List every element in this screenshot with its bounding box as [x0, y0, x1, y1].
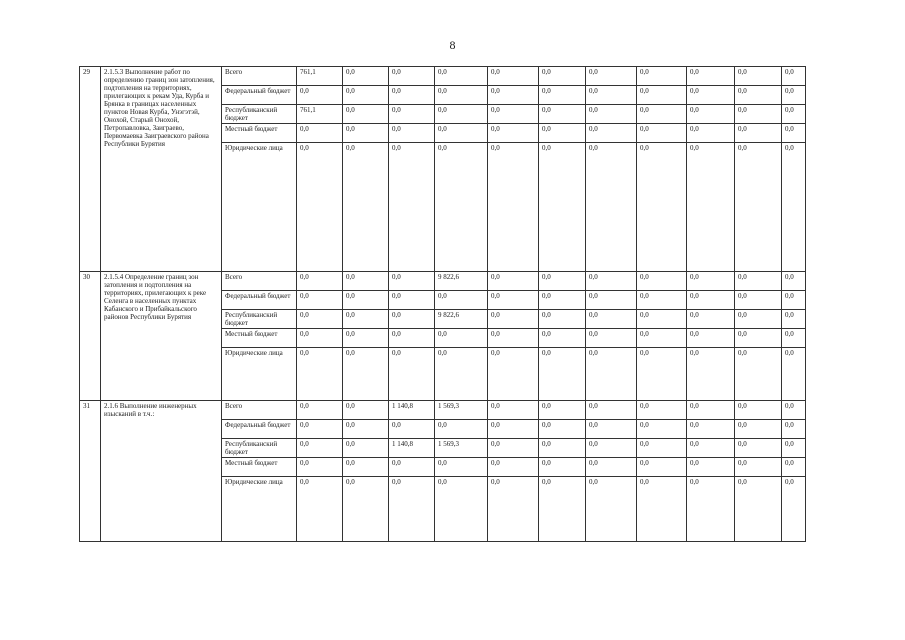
funding-source: Местный бюджет: [222, 124, 297, 143]
amount-cell: 0,0: [539, 124, 586, 143]
amount-cell: 0,0: [389, 143, 435, 272]
amount-cell: 0,0: [297, 310, 343, 329]
amount-cell: 0,0: [343, 105, 389, 124]
amount-cell: 0,0: [782, 67, 806, 86]
amount-cell: 0,0: [637, 420, 687, 439]
amount-cell: 1 569,3: [435, 401, 488, 420]
amount-cell: 0,0: [297, 329, 343, 348]
amount-cell: 0,0: [343, 348, 389, 401]
amount-cell: 0,0: [488, 420, 539, 439]
amount-cell: 0,0: [735, 401, 782, 420]
amount-cell: 0,0: [586, 329, 637, 348]
amount-cell: 0,0: [735, 86, 782, 105]
amount-cell: 0,0: [435, 348, 488, 401]
amount-cell: 0,0: [488, 291, 539, 310]
amount-cell: 0,0: [389, 272, 435, 291]
amount-cell: 0,0: [389, 477, 435, 542]
amount-cell: 0,0: [637, 439, 687, 458]
funding-source: Всего: [222, 401, 297, 420]
amount-cell: 0,0: [637, 105, 687, 124]
amount-cell: 9 822,6: [435, 272, 488, 291]
amount-cell: 0,0: [687, 401, 735, 420]
row-number: 29: [80, 67, 101, 272]
amount-cell: 0,0: [389, 420, 435, 439]
amount-cell: 0,0: [539, 458, 586, 477]
amount-cell: 0,0: [735, 291, 782, 310]
amount-cell: 0,0: [539, 272, 586, 291]
amount-cell: 0,0: [782, 143, 806, 272]
amount-cell: 0,0: [687, 86, 735, 105]
amount-cell: 0,0: [488, 105, 539, 124]
amount-cell: 0,0: [435, 124, 488, 143]
amount-cell: 0,0: [735, 329, 782, 348]
amount-cell: 0,0: [735, 310, 782, 329]
amount-cell: 0,0: [297, 458, 343, 477]
amount-cell: 0,0: [637, 86, 687, 105]
amount-cell: 0,0: [488, 477, 539, 542]
funding-source: Юридические лица: [222, 143, 297, 272]
amount-cell: 0,0: [389, 67, 435, 86]
amount-cell: 0,0: [343, 310, 389, 329]
amount-cell: 0,0: [735, 124, 782, 143]
budget-table: [79, 66, 806, 542]
amount-cell: 0,0: [586, 124, 637, 143]
amount-cell: 0,0: [297, 439, 343, 458]
amount-cell: 0,0: [687, 67, 735, 86]
amount-cell: 0,0: [687, 329, 735, 348]
amount-cell: 0,0: [343, 124, 389, 143]
amount-cell: 0,0: [687, 105, 735, 124]
funding-source: Юридические лица: [222, 477, 297, 542]
amount-cell: 0,0: [782, 348, 806, 401]
funding-source: Республиканский бюджет: [222, 105, 297, 124]
amount-cell: 0,0: [343, 458, 389, 477]
amount-cell: 0,0: [782, 458, 806, 477]
amount-cell: 0,0: [488, 348, 539, 401]
amount-cell: 0,0: [637, 477, 687, 542]
amount-cell: 0,0: [782, 124, 806, 143]
amount-cell: 0,0: [637, 291, 687, 310]
amount-cell: 0,0: [435, 143, 488, 272]
amount-cell: 0,0: [297, 291, 343, 310]
amount-cell: 0,0: [297, 124, 343, 143]
funding-source: Юридические лица: [222, 348, 297, 401]
amount-cell: 9 822,6: [435, 310, 488, 329]
amount-cell: 0,0: [687, 439, 735, 458]
funding-source: Республиканский бюджет: [222, 310, 297, 329]
amount-cell: 0,0: [687, 348, 735, 401]
amount-cell: 0,0: [297, 348, 343, 401]
amount-cell: 0,0: [343, 143, 389, 272]
activity-title: 2.1.5.3 Выполнение работ по определению границ зон затопления, подтопления на территориях, прилегающих к рекам Уда, Курба и Брянка в границах населенных пунктов Новая Курба, Унэгэтэй, Онохой, Старый Онохой, Петропавловка, Заиграево, Первомаевка Заиграевского района Республики Бурятия: [101, 67, 222, 272]
amount-cell: 0,0: [297, 86, 343, 105]
table-row: [80, 272, 806, 291]
amount-cell: 0,0: [687, 310, 735, 329]
amount-cell: 0,0: [539, 310, 586, 329]
amount-cell: 0,0: [389, 291, 435, 310]
amount-cell: 0,0: [782, 105, 806, 124]
amount-cell: 1 140,8: [389, 439, 435, 458]
amount-cell: 1 140,8: [389, 401, 435, 420]
amount-cell: 0,0: [539, 420, 586, 439]
amount-cell: 0,0: [435, 86, 488, 105]
amount-cell: 0,0: [389, 105, 435, 124]
amount-cell: 0,0: [586, 310, 637, 329]
amount-cell: 0,0: [297, 272, 343, 291]
amount-cell: 0,0: [297, 477, 343, 542]
table-row: [80, 401, 806, 420]
amount-cell: 0,0: [435, 67, 488, 86]
funding-source: Местный бюджет: [222, 329, 297, 348]
amount-cell: 0,0: [782, 420, 806, 439]
amount-cell: 0,0: [539, 86, 586, 105]
amount-cell: 0,0: [488, 67, 539, 86]
amount-cell: 0,0: [735, 143, 782, 272]
amount-cell: 0,0: [389, 124, 435, 143]
amount-cell: 0,0: [539, 105, 586, 124]
amount-cell: 0,0: [782, 439, 806, 458]
amount-cell: 0,0: [539, 401, 586, 420]
table-row: [80, 67, 806, 86]
amount-cell: 0,0: [637, 310, 687, 329]
amount-cell: 0,0: [586, 272, 637, 291]
amount-cell: 0,0: [343, 67, 389, 86]
amount-cell: 0,0: [539, 348, 586, 401]
amount-cell: 0,0: [586, 291, 637, 310]
amount-cell: 0,0: [586, 67, 637, 86]
amount-cell: 0,0: [539, 291, 586, 310]
amount-cell: 0,0: [488, 86, 539, 105]
amount-cell: 0,0: [687, 420, 735, 439]
amount-cell: 0,0: [297, 420, 343, 439]
funding-source: Федеральный бюджет: [222, 86, 297, 105]
amount-cell: 0,0: [637, 272, 687, 291]
funding-source: Всего: [222, 67, 297, 86]
amount-cell: 0,0: [782, 329, 806, 348]
amount-cell: 0,0: [586, 105, 637, 124]
amount-cell: 0,0: [735, 420, 782, 439]
row-number: 31: [80, 401, 101, 542]
funding-source: Федеральный бюджет: [222, 420, 297, 439]
amount-cell: 0,0: [687, 477, 735, 542]
amount-cell: 0,0: [389, 348, 435, 401]
amount-cell: 0,0: [637, 67, 687, 86]
activity-title: 2.1.5.4 Определение границ зон затопления и подтопления на территориях, прилегающих к реке Селенга в населенных пунктах Кабанского и Прибайкальского районов Республики Бурятия: [101, 272, 222, 401]
page-number: 8: [449, 38, 456, 52]
amount-cell: 0,0: [488, 272, 539, 291]
amount-cell: 0,0: [488, 310, 539, 329]
amount-cell: 0,0: [586, 458, 637, 477]
amount-cell: 0,0: [735, 477, 782, 542]
amount-cell: 0,0: [637, 329, 687, 348]
amount-cell: 0,0: [637, 458, 687, 477]
amount-cell: 0,0: [343, 291, 389, 310]
amount-cell: 0,0: [488, 143, 539, 272]
funding-source: Федеральный бюджет: [222, 291, 297, 310]
amount-cell: 0,0: [488, 124, 539, 143]
amount-cell: 0,0: [735, 458, 782, 477]
amount-cell: 0,0: [782, 86, 806, 105]
amount-cell: 0,0: [343, 401, 389, 420]
amount-cell: 0,0: [782, 291, 806, 310]
amount-cell: 0,0: [586, 348, 637, 401]
amount-cell: 0,0: [637, 143, 687, 272]
funding-source: Местный бюджет: [222, 458, 297, 477]
amount-cell: 0,0: [637, 124, 687, 143]
amount-cell: 0,0: [488, 329, 539, 348]
amount-cell: 0,0: [389, 329, 435, 348]
amount-cell: 0,0: [343, 329, 389, 348]
amount-cell: 0,0: [687, 124, 735, 143]
amount-cell: 0,0: [435, 420, 488, 439]
amount-cell: 0,0: [435, 291, 488, 310]
amount-cell: 0,0: [735, 348, 782, 401]
amount-cell: 0,0: [343, 439, 389, 458]
amount-cell: 0,0: [343, 272, 389, 291]
amount-cell: 0,0: [343, 420, 389, 439]
amount-cell: 0,0: [435, 105, 488, 124]
amount-cell: 0,0: [735, 439, 782, 458]
amount-cell: 0,0: [687, 291, 735, 310]
amount-cell: 0,0: [389, 458, 435, 477]
amount-cell: 0,0: [488, 439, 539, 458]
amount-cell: 0,0: [687, 143, 735, 272]
amount-cell: 0,0: [435, 477, 488, 542]
amount-cell: 0,0: [539, 477, 586, 542]
amount-cell: 0,0: [735, 105, 782, 124]
amount-cell: 0,0: [782, 401, 806, 420]
amount-cell: 0,0: [539, 143, 586, 272]
amount-cell: 0,0: [488, 458, 539, 477]
amount-cell: 0,0: [389, 86, 435, 105]
amount-cell: 0,0: [735, 67, 782, 86]
amount-cell: 0,0: [539, 439, 586, 458]
amount-cell: 0,0: [435, 458, 488, 477]
amount-cell: 0,0: [782, 477, 806, 542]
amount-cell: 0,0: [343, 86, 389, 105]
amount-cell: 0,0: [586, 401, 637, 420]
amount-cell: 0,0: [343, 477, 389, 542]
amount-cell: 0,0: [539, 67, 586, 86]
amount-cell: 0,0: [297, 143, 343, 272]
amount-cell: 0,0: [637, 401, 687, 420]
amount-cell: 0,0: [389, 310, 435, 329]
activity-title: 2.1.6 Выполнение инженерных изысканий в т.ч.:: [101, 401, 222, 542]
amount-cell: 0,0: [586, 477, 637, 542]
amount-cell: 0,0: [782, 310, 806, 329]
funding-source: Республиканский бюджет: [222, 439, 297, 458]
amount-cell: 0,0: [687, 272, 735, 291]
amount-cell: 0,0: [297, 401, 343, 420]
amount-cell: 0,0: [435, 329, 488, 348]
amount-cell: 0,0: [539, 329, 586, 348]
amount-cell: 761,1: [297, 67, 343, 86]
amount-cell: 0,0: [782, 272, 806, 291]
amount-cell: 0,0: [586, 439, 637, 458]
funding-source: Всего: [222, 272, 297, 291]
amount-cell: 0,0: [687, 458, 735, 477]
amount-cell: 0,0: [488, 401, 539, 420]
amount-cell: 0,0: [735, 272, 782, 291]
amount-cell: 1 569,3: [435, 439, 488, 458]
amount-cell: 0,0: [637, 348, 687, 401]
amount-cell: 761,1: [297, 105, 343, 124]
amount-cell: 0,0: [586, 420, 637, 439]
amount-cell: 0,0: [586, 86, 637, 105]
row-number: 30: [80, 272, 101, 401]
amount-cell: 0,0: [586, 143, 637, 272]
